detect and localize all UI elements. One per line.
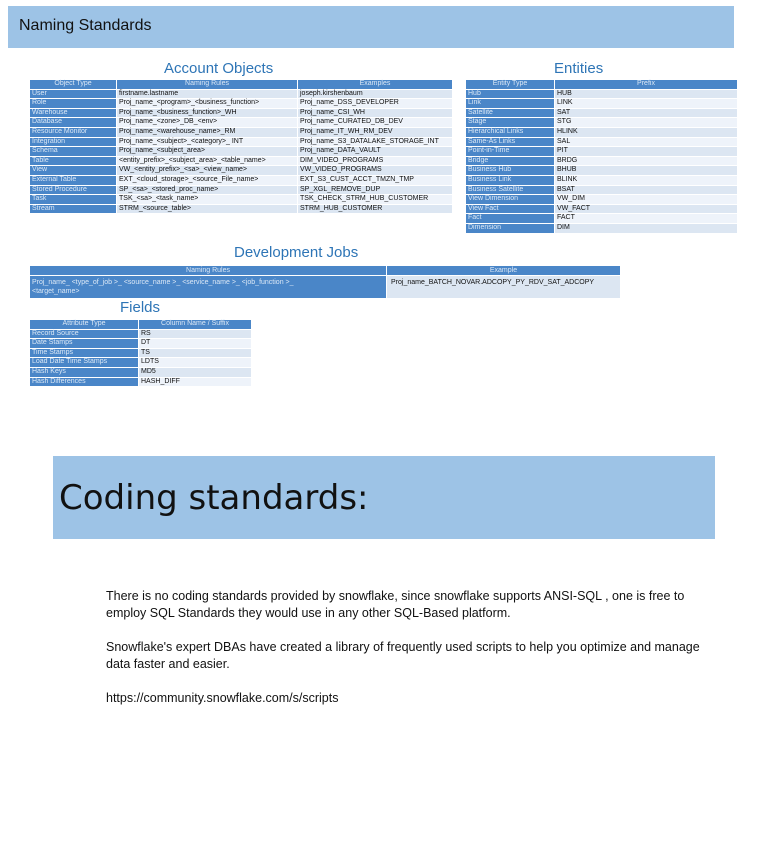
row-label-cell: Stored Procedure <box>30 185 117 195</box>
row-label-cell: Point-in-Time <box>466 147 555 157</box>
row-value-cell: Proj_name_S3_DATALAKE_STORAGE_INT <box>298 137 453 147</box>
row-value-cell: BHUB <box>555 166 738 176</box>
row-label-cell: External Table <box>30 175 117 185</box>
row-value-cell: HASH_DIFF <box>139 377 252 387</box>
development-jobs-heading: Development Jobs <box>234 244 359 261</box>
row-value-cell: SAL <box>555 137 738 147</box>
fields-heading: Fields <box>120 299 161 316</box>
column-header: Naming Rules <box>30 266 387 276</box>
entities-table <box>465 79 738 234</box>
account-objects-table <box>29 79 453 214</box>
table-row <box>466 137 738 147</box>
row-value-cell: DT <box>139 339 252 349</box>
table-row <box>30 348 252 358</box>
row-label-cell: Link <box>466 99 555 109</box>
column-header: Prefix <box>555 80 738 90</box>
row-value-cell: Proj_name_<subject>_<category>_ INT <box>117 137 298 147</box>
row-value-cell: <entity_prefix>_<subject_area>_<table_name> <box>117 156 298 166</box>
coding-paragraph: There is no coding standards provided by snowflake, since snowflake supports ANSI-SQL , one is free to employ SQL Standards they would use in any other SQL-Based platform. <box>106 589 685 620</box>
row-label-cell: Database <box>30 118 117 128</box>
row-label-cell: Hub <box>466 89 555 99</box>
row-value-cell: RS <box>139 329 252 339</box>
column-header: Object Type <box>30 80 117 90</box>
table-row <box>30 339 252 349</box>
row-value-cell: DIM <box>555 223 738 233</box>
row-label-cell: Table <box>30 156 117 166</box>
naming-standards-banner <box>8 6 734 48</box>
row-value-cell: PIT <box>555 147 738 157</box>
row-value-cell: FACT <box>555 214 738 224</box>
row-label-cell: Satellite <box>466 108 555 118</box>
table-row <box>30 118 453 128</box>
row-label-cell: Date Stamps <box>30 339 139 349</box>
table-row <box>30 358 252 368</box>
row-value-cell: MD5 <box>139 367 252 377</box>
row-label-cell: Task <box>30 195 117 205</box>
row-label-cell: Integration <box>30 137 117 147</box>
row-value-cell: joseph.kirshenbaum <box>298 89 453 99</box>
row-value-cell: VW_FACT <box>555 204 738 214</box>
fields-table <box>29 319 252 387</box>
row-label-cell: View <box>30 166 117 176</box>
table-row <box>30 185 453 195</box>
row-value-cell: STG <box>555 118 738 128</box>
column-header: Column Name / Suffix <box>139 320 252 330</box>
table-row <box>466 175 738 185</box>
table-row <box>466 147 738 157</box>
entities-body <box>466 89 738 233</box>
row-value-cell: Proj_name_CURATED_DB_DEV <box>298 118 453 128</box>
naming-rule-line: <target_name> <box>32 288 80 295</box>
row-label-cell: Schema <box>30 147 117 157</box>
row-value-cell: STRM_HUB_CUSTOMER <box>298 204 453 214</box>
row-value-cell: SP_XGL_REMOVE_DUP <box>298 185 453 195</box>
table-row <box>466 195 738 205</box>
table-row <box>466 127 738 137</box>
column-header: Example <box>387 266 621 276</box>
table-row <box>466 108 738 118</box>
page-title: Naming Standards <box>19 17 152 34</box>
row-label-cell: Stage <box>466 118 555 128</box>
row-value-cell: DIM_VIDEO_PROGRAMS <box>298 156 453 166</box>
row-value-cell: STRM_<source_table> <box>117 204 298 214</box>
row-value-cell: Proj_name_<business_function>_WH <box>117 108 298 118</box>
row-value-cell: HUB <box>555 89 738 99</box>
row-value-cell: Proj_name_CSI_WH <box>298 108 453 118</box>
row-value-cell: LINK <box>555 99 738 109</box>
row-value-cell: SP_<sa>_<stored_proc_name> <box>117 185 298 195</box>
row-value-cell: BRDG <box>555 156 738 166</box>
coding-paragraph: Snowflake's expert DBAs have created a library of frequently used scripts to help you optimize and manage data faster and easier. <box>106 640 700 671</box>
table-row <box>466 166 738 176</box>
row-label-cell: View Dimension <box>466 195 555 205</box>
column-header: Naming Rules <box>117 80 298 90</box>
table-row <box>466 118 738 128</box>
table-row <box>30 137 453 147</box>
row-label-cell: View Fact <box>466 204 555 214</box>
row-value-cell: TSK_<sa>_<task_name> <box>117 195 298 205</box>
table-row <box>30 175 453 185</box>
row-label-cell: User <box>30 89 117 99</box>
row-value-cell: Proj_name_<zone>_DB_<env> <box>117 118 298 128</box>
row-label-cell: Hierarchical Links <box>466 127 555 137</box>
row-label-cell: Time Stamps <box>30 348 139 358</box>
row-label-cell: Bridge <box>466 156 555 166</box>
row-label-cell: Business Hub <box>466 166 555 176</box>
table-row <box>30 276 621 299</box>
table-row <box>466 214 738 224</box>
table-row <box>30 156 453 166</box>
row-label-cell: Record Source <box>30 329 139 339</box>
row-label-cell: Warehouse <box>30 108 117 118</box>
row-value-cell: VW_VIDEO_PROGRAMS <box>298 166 453 176</box>
table-row <box>30 367 252 377</box>
row-label-cell: Hash Differences <box>30 377 139 387</box>
row-label-cell: Same-As Links <box>466 137 555 147</box>
row-value-cell: Proj_name_<program>_<business_function> <box>117 99 298 109</box>
table-row <box>30 166 453 176</box>
table-row <box>466 185 738 195</box>
row-value-cell: TS <box>139 348 252 358</box>
column-header: Examples <box>298 80 453 90</box>
table-row <box>30 99 453 109</box>
row-value-cell: BSAT <box>555 185 738 195</box>
row-value-cell: LDTS <box>139 358 252 368</box>
row-label-cell: Business Link <box>466 175 555 185</box>
scripts-link[interactable]: https://community.snowflake.com/s/scripts <box>106 691 339 705</box>
row-label-cell: Role <box>30 99 117 109</box>
row-value-cell: SAT <box>555 108 738 118</box>
row-label-cell: Hash Keys <box>30 367 139 377</box>
coding-standards-banner <box>53 456 715 539</box>
row-value-cell: VW_<entity_prefix>_<sa>_<view_name> <box>117 166 298 176</box>
row-value-cell: EXT_S3_CUST_ACCT_TMZN_TMP <box>298 175 453 185</box>
row-label-cell: Resource Monitor <box>30 127 117 137</box>
row-value-cell: Proj_name_IT_WH_RM_DEV <box>298 127 453 137</box>
row-label-cell: Dimension <box>466 223 555 233</box>
row-value-cell: Proj_name_DSS_DEVELOPER <box>298 99 453 109</box>
table-row <box>30 204 453 214</box>
account-objects-body <box>30 89 453 214</box>
row-value-cell: Proj_name_DATA_VAULT <box>298 147 453 157</box>
table-row <box>30 147 453 157</box>
row-value-cell: TSK_CHECK_STRM_HUB_CUSTOMER <box>298 195 453 205</box>
naming-rule-cell <box>30 276 387 299</box>
account-objects-heading: Account Objects <box>164 60 274 77</box>
table-row <box>30 329 252 339</box>
row-value-cell: EXT_<cloud_storage>_<source_File_name> <box>117 175 298 185</box>
row-value-cell: HLINK <box>555 127 738 137</box>
row-label-cell: Fact <box>466 214 555 224</box>
row-label-cell: Load Date Time Stamps <box>30 358 139 368</box>
table-row <box>466 204 738 214</box>
table-row <box>30 89 453 99</box>
naming-rule-line: Proj_name_ <type_of_job >_ <source_name >_ <service_name >_ <job_function >_ <box>32 279 294 286</box>
table-row <box>466 156 738 166</box>
row-value-cell: firstname.lastname <box>117 89 298 99</box>
table-row <box>466 223 738 233</box>
row-value-cell: Proj_name_<warehouse_name>_RM <box>117 127 298 137</box>
row-label-cell: Business Satellite <box>466 185 555 195</box>
table-row <box>30 127 453 137</box>
row-value-cell: VW_DIM <box>555 195 738 205</box>
column-header: Entity Type <box>466 80 555 90</box>
table-row <box>30 377 252 387</box>
row-label-cell: Stream <box>30 204 117 214</box>
table-row <box>30 108 453 118</box>
development-jobs-table <box>29 265 621 299</box>
table-row <box>466 89 738 99</box>
row-value-cell: Proj_name_<subject_area> <box>117 147 298 157</box>
coding-standards-title: Coding standards: <box>59 478 369 518</box>
entities-heading: Entities <box>554 60 604 77</box>
table-row <box>466 99 738 109</box>
fields-body <box>30 329 252 387</box>
table-row <box>30 195 453 205</box>
example-cell: Proj_name_BATCH_NOVAR.ADCOPY_PY_RDV_SAT_ADCOPY <box>387 276 621 299</box>
row-value-cell: BLINK <box>555 175 738 185</box>
column-header: Attribute Type <box>30 320 139 330</box>
